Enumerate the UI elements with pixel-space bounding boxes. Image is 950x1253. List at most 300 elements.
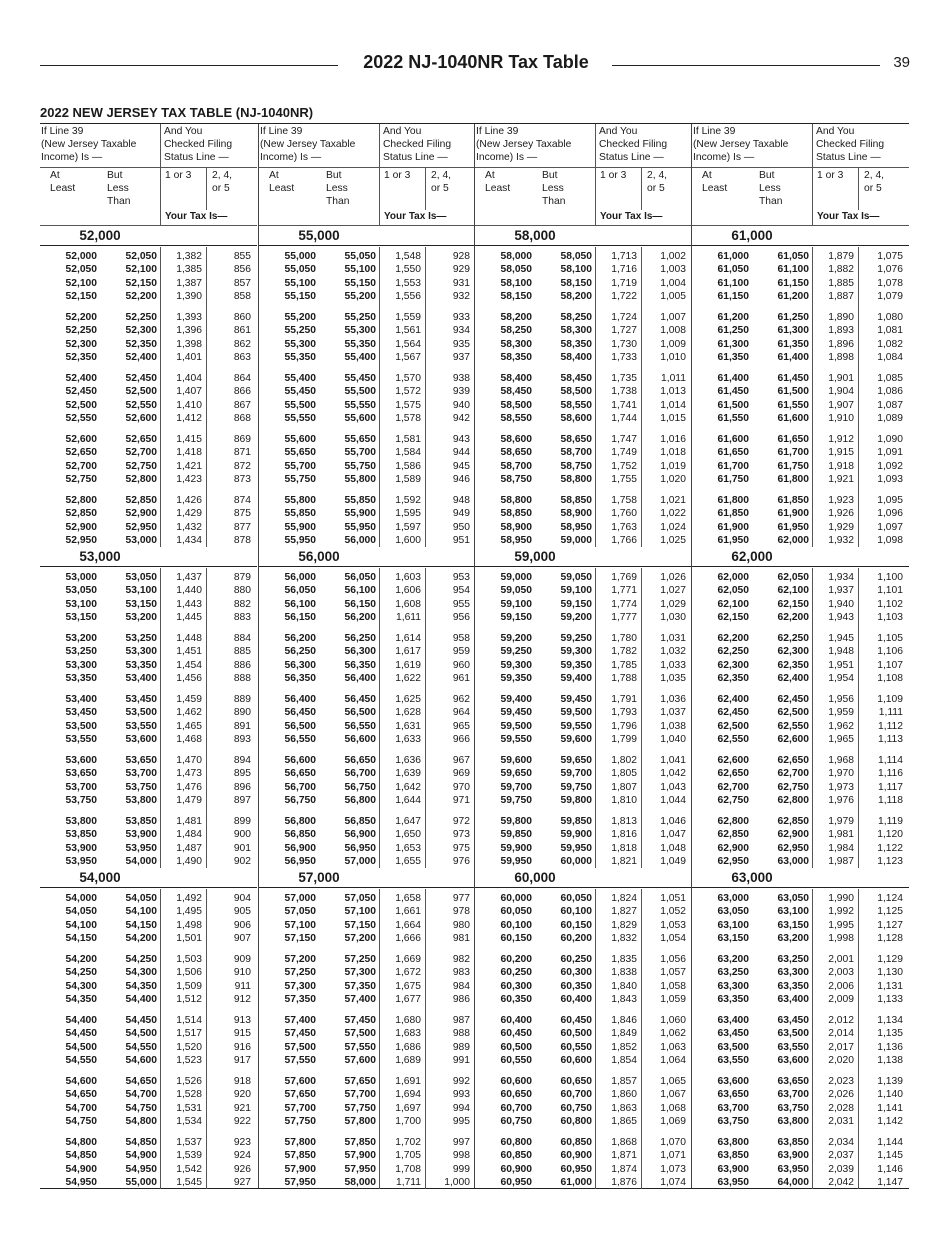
tax-status-1-3: 1,705	[395, 1150, 421, 1162]
table-row	[259, 1102, 476, 1115]
tax-status-1-3: 1,879	[828, 251, 854, 262]
table-row	[259, 351, 476, 364]
tax-status-1-3: 1,727	[611, 325, 637, 337]
at-least-value: 60,850	[500, 1150, 532, 1162]
tax-status-2-4-5: 945	[452, 460, 470, 472]
tax-status-1-3: 1,415	[176, 434, 202, 445]
at-least-value: 62,950	[717, 856, 749, 868]
at-least-value: 53,050	[65, 585, 97, 597]
tax-status-2-4-5: 1,101	[877, 585, 903, 597]
tax-status-2-4-5: 1,064	[660, 1055, 686, 1067]
at-least-value: 55,100	[284, 277, 316, 289]
table-row	[259, 815, 476, 828]
row-group	[40, 1014, 257, 1068]
tax-status-1-3: 1,487	[176, 842, 202, 854]
but-less-than-value: 57,500	[344, 1028, 376, 1040]
at-least-value: 53,500	[65, 720, 97, 732]
but-less-than-value: 52,750	[125, 460, 157, 472]
tax-status-1-3: 1,586	[395, 460, 421, 472]
but-less-than-value: 54,850	[125, 1137, 157, 1148]
table-row	[259, 1041, 476, 1054]
but-less-than-value: 60,600	[560, 1055, 592, 1067]
but-less-than-value: 62,100	[777, 585, 809, 597]
at-least-value: 61,050	[717, 264, 749, 276]
but-less-than-value: 52,100	[125, 264, 157, 276]
row-group	[475, 1136, 692, 1190]
but-less-than-value: 62,250	[777, 633, 809, 644]
at-least-value: 62,450	[717, 707, 749, 719]
but-less-than-value: 56,150	[344, 598, 376, 610]
thousand-rule	[692, 887, 909, 888]
but-less-than-value: 53,700	[125, 768, 157, 780]
tax-status-2-4-5: 862	[233, 338, 251, 350]
tax-status-1-3: 1,694	[395, 1089, 421, 1101]
at-least-value: 55,950	[284, 535, 316, 547]
at-least-value: 60,000	[500, 893, 532, 904]
tax-status-2-4-5: 1,007	[660, 312, 686, 323]
table-row	[40, 1115, 257, 1128]
table-row	[475, 1054, 692, 1067]
tax-status-2-4-5: 856	[233, 264, 251, 276]
tax-status-1-3: 1,827	[611, 906, 637, 918]
tax-status-2-4-5: 1,025	[660, 535, 686, 547]
table-row	[692, 855, 909, 868]
but-less-than-value: 59,850	[560, 816, 592, 827]
row-group	[40, 250, 257, 304]
tax-status-2-4-5: 915	[233, 1028, 251, 1040]
tax-status-1-3: 1,689	[395, 1055, 421, 1067]
tax-status-2-4-5: 1,037	[660, 707, 686, 719]
at-least-value: 61,800	[717, 495, 749, 506]
tax-status-2-4-5: 1,057	[660, 967, 686, 979]
table-row	[475, 754, 692, 767]
table-row	[40, 993, 257, 1006]
table-row	[40, 1054, 257, 1067]
tax-status-1-3: 1,669	[395, 954, 421, 965]
tax-status-2-4-5: 949	[452, 508, 470, 520]
tax-status-1-3: 1,708	[395, 1163, 421, 1175]
status-2-4-5-label: 2, 4, or 5	[431, 170, 452, 194]
table-row	[259, 828, 476, 841]
tax-status-1-3: 1,465	[176, 720, 202, 732]
at-least-value: 61,650	[717, 447, 749, 459]
thousand-rule	[259, 566, 476, 567]
table-row	[40, 351, 257, 364]
at-least-value: 53,000	[65, 572, 97, 583]
tax-status-2-4-5: 872	[233, 460, 251, 472]
tax-status-1-3: 2,037	[828, 1150, 854, 1162]
tax-status-2-4-5: 863	[233, 352, 251, 364]
tax-status-2-4-5: 1,130	[877, 967, 903, 979]
tax-status-2-4-5: 927	[233, 1177, 251, 1189]
table-row	[692, 385, 909, 398]
tax-status-2-4-5: 857	[233, 277, 251, 289]
at-least-value: 55,750	[284, 474, 316, 486]
tax-status-1-3: 1,747	[611, 434, 637, 445]
table-row	[40, 733, 257, 746]
tax-status-1-3: 1,816	[611, 829, 637, 841]
tax-status-1-3: 1,840	[611, 980, 637, 992]
header-divider	[259, 167, 476, 168]
but-less-than-value: 57,650	[344, 1076, 376, 1087]
tax-status-1-3: 1,484	[176, 829, 202, 841]
tax-status-1-3: 1,592	[395, 495, 421, 506]
header-divider	[692, 167, 909, 168]
but-less-than-value: 53,600	[125, 734, 157, 746]
but-less-than-value: 57,450	[344, 1015, 376, 1026]
but-less-than-value: 53,300	[125, 646, 157, 658]
tax-status-2-4-5: 1,098	[877, 535, 903, 547]
tax-status-1-3: 1,932	[828, 535, 854, 547]
at-least-value: 56,800	[284, 816, 316, 827]
tax-status-1-3: 1,570	[395, 373, 421, 384]
tax-status-1-3: 1,520	[176, 1041, 202, 1053]
row-group	[475, 1014, 692, 1068]
but-less-than-value: 61,100	[777, 264, 809, 276]
thousand-heading: 61,000	[731, 228, 773, 243]
but-less-than-value: 52,600	[125, 413, 157, 425]
table-row	[259, 645, 476, 658]
tax-status-1-3: 1,421	[176, 460, 202, 472]
table-row	[259, 659, 476, 672]
tax-status-2-4-5: 1,071	[660, 1150, 686, 1162]
at-least-value: 54,100	[65, 919, 97, 931]
but-less-than-value: 61,000	[560, 1177, 592, 1189]
thousand-block	[40, 868, 257, 1189]
tax-status-2-4-5: 911	[234, 980, 251, 992]
but-less-than-value: 55,150	[344, 277, 376, 289]
thousand-heading: 55,000	[298, 228, 340, 243]
but-less-than-value: 54,600	[125, 1055, 157, 1067]
table-row	[475, 794, 692, 807]
tax-status-1-3: 1,700	[395, 1116, 421, 1128]
row-group	[692, 892, 909, 946]
at-least-value: 56,300	[284, 659, 316, 671]
table-row	[40, 781, 257, 794]
at-least-value: 60,250	[500, 967, 532, 979]
at-least-value: 52,450	[65, 386, 97, 398]
but-less-than-value: 52,300	[125, 325, 157, 337]
at-least-value: 53,150	[65, 612, 97, 624]
tax-status-1-3: 1,887	[828, 291, 854, 303]
row-group	[40, 953, 257, 1007]
table-row	[40, 412, 257, 425]
but-less-than-value: 53,000	[125, 535, 157, 547]
tax-status-1-3: 1,548	[395, 251, 421, 262]
tax-status-1-3: 1,561	[395, 325, 421, 337]
table-row	[40, 720, 257, 733]
tax-status-2-4-5: 907	[233, 933, 251, 945]
but-less-than-value: 56,250	[344, 633, 376, 644]
table-row	[692, 828, 909, 841]
tax-status-1-3: 1,393	[176, 312, 202, 323]
tax-status-1-3: 1,722	[611, 291, 637, 303]
tax-status-1-3: 1,984	[828, 842, 854, 854]
row-group	[40, 892, 257, 946]
table-row	[259, 1027, 476, 1040]
but-less-than-value: 60,350	[560, 980, 592, 992]
but-less-than-value: 58,250	[560, 312, 592, 323]
but-less-than-value: 53,400	[125, 673, 157, 685]
tax-status-1-3: 1,437	[176, 572, 202, 583]
tax-status-2-4-5: 958	[452, 633, 470, 644]
but-less-than-value: 62,800	[777, 795, 809, 807]
tax-status-2-4-5: 1,105	[877, 633, 903, 644]
at-least-value: 63,950	[717, 1177, 749, 1189]
at-least-value: 60,700	[500, 1102, 532, 1114]
table-row	[40, 473, 257, 486]
table-row	[40, 507, 257, 520]
tax-status-1-3: 1,390	[176, 291, 202, 303]
but-less-than-value: 52,500	[125, 386, 157, 398]
table-row	[40, 645, 257, 658]
but-less-than-value: 52,050	[125, 251, 157, 262]
tax-status-2-4-5: 1,118	[877, 795, 903, 807]
tax-status-2-4-5: 1,016	[660, 434, 686, 445]
at-least-value: 59,800	[500, 816, 532, 827]
but-less-than-value: 54,000	[125, 856, 157, 868]
at-least-label: At Least	[485, 170, 511, 194]
tax-status-2-4-5: 1,004	[660, 277, 686, 289]
tax-status-1-3: 1,785	[611, 659, 637, 671]
tax-status-1-3: 1,631	[395, 720, 421, 732]
at-least-value: 58,500	[500, 399, 532, 411]
at-least-value: 59,100	[500, 598, 532, 610]
row-group	[40, 1075, 257, 1129]
at-least-value: 52,700	[65, 460, 97, 472]
table-row	[40, 1027, 257, 1040]
at-least-value: 59,400	[500, 694, 532, 705]
table-row	[475, 1163, 692, 1176]
row-group	[475, 754, 692, 808]
table-row	[475, 385, 692, 398]
table-row	[40, 1163, 257, 1176]
tax-status-2-4-5: 1,108	[877, 673, 903, 685]
table-row	[40, 919, 257, 932]
table-row	[692, 794, 909, 807]
tax-status-2-4-5: 971	[452, 795, 470, 807]
at-least-value: 53,400	[65, 694, 97, 705]
tax-status-1-3: 1,921	[828, 474, 854, 486]
tax-status-2-4-5: 912	[233, 994, 251, 1006]
tax-status-1-3: 1,868	[611, 1137, 637, 1148]
row-group	[40, 693, 257, 747]
tax-status-2-4-5: 934	[452, 325, 470, 337]
but-less-than-value: 56,900	[344, 829, 376, 841]
thousand-block	[40, 547, 257, 868]
table-row	[692, 632, 909, 645]
table-row	[475, 932, 692, 945]
but-less-than-value: 53,250	[125, 633, 157, 644]
table-row	[259, 733, 476, 746]
tax-status-2-4-5: 948	[452, 495, 470, 506]
but-less-than-value: 60,100	[560, 906, 592, 918]
tax-status-2-4-5: 926	[233, 1163, 251, 1175]
tax-status-1-3: 1,523	[176, 1055, 202, 1067]
row-group	[259, 372, 476, 426]
header-rule-right	[612, 65, 880, 66]
tax-status-1-3: 1,763	[611, 521, 637, 533]
table-row	[692, 842, 909, 855]
tax-status-2-4-5: 1,141	[877, 1102, 903, 1114]
at-least-value: 60,200	[500, 954, 532, 965]
but-less-than-value: 55,750	[344, 460, 376, 472]
table-row	[475, 1102, 692, 1115]
at-least-value: 58,250	[500, 325, 532, 337]
tax-status-2-4-5: 885	[233, 646, 251, 658]
but-less-than-value: 55,000	[125, 1177, 157, 1189]
tax-status-1-3: 1,981	[828, 829, 854, 841]
at-least-value: 57,350	[284, 994, 316, 1006]
but-less-than-value: 58,850	[560, 495, 592, 506]
at-least-value: 60,600	[500, 1076, 532, 1087]
at-least-value: 57,200	[284, 954, 316, 965]
at-least-value: 60,750	[500, 1116, 532, 1128]
at-least-value: 56,750	[284, 795, 316, 807]
table-row	[692, 693, 909, 706]
at-least-value: 61,100	[717, 277, 749, 289]
table-row	[692, 1027, 909, 1040]
at-least-value: 58,350	[500, 352, 532, 364]
but-less-than-value: 58,700	[560, 447, 592, 459]
header-rule-left	[40, 65, 338, 66]
row-group	[692, 571, 909, 625]
thousand-rule	[259, 245, 476, 246]
tax-status-2-4-5: 1,067	[660, 1089, 686, 1101]
tax-status-2-4-5: 1,011	[660, 373, 686, 384]
but-less-than-value: 61,950	[777, 521, 809, 533]
but-less-than-value: 63,150	[777, 919, 809, 931]
at-least-value: 54,050	[65, 906, 97, 918]
tax-status-2-4-5: 981	[452, 933, 470, 945]
thousand-block	[259, 226, 476, 547]
table-row	[475, 311, 692, 324]
table-row	[475, 1115, 692, 1128]
tax-status-1-3: 1,810	[611, 795, 637, 807]
row-group	[692, 632, 909, 686]
but-less-than-value: 61,650	[777, 434, 809, 445]
if-line-label: If Line 39 (New Jersey Taxable Income) Is —	[476, 126, 572, 163]
table-row	[40, 1014, 257, 1027]
table-row	[475, 693, 692, 706]
table-column	[691, 124, 908, 1188]
but-less-than-value: 64,000	[777, 1177, 809, 1189]
at-least-value: 55,400	[284, 373, 316, 384]
table-row	[40, 1102, 257, 1115]
at-least-value: 63,900	[717, 1163, 749, 1175]
header-divider	[206, 168, 207, 210]
at-least-value: 57,650	[284, 1089, 316, 1101]
tax-status-2-4-5: 1,076	[877, 264, 903, 276]
table-row	[475, 338, 692, 351]
table-row	[40, 494, 257, 507]
but-less-than-value: 63,450	[777, 1015, 809, 1026]
tax-status-1-3: 1,581	[395, 434, 421, 445]
table-row	[259, 842, 476, 855]
tax-status-1-3: 1,423	[176, 474, 202, 486]
tax-status-2-4-5: 1,060	[660, 1015, 686, 1026]
row-group	[692, 693, 909, 747]
at-least-value: 63,700	[717, 1102, 749, 1114]
at-least-value: 56,350	[284, 673, 316, 685]
table-row	[40, 828, 257, 841]
at-least-value: 58,650	[500, 447, 532, 459]
table-row	[40, 1075, 257, 1088]
tax-status-1-3: 1,735	[611, 373, 637, 384]
but-less-than-value: 56,700	[344, 768, 376, 780]
table-row	[692, 754, 909, 767]
tax-status-2-4-5: 874	[233, 495, 251, 506]
tax-status-2-4-5: 904	[233, 893, 251, 904]
but-less-than-value: 62,900	[777, 829, 809, 841]
at-least-value: 62,750	[717, 795, 749, 807]
tax-status-1-3: 1,945	[828, 633, 854, 644]
table-row	[692, 507, 909, 520]
but-less-than-value: 53,200	[125, 612, 157, 624]
tax-status-1-3: 1,418	[176, 447, 202, 459]
tax-status-2-4-5: 897	[233, 795, 251, 807]
row-group	[692, 1014, 909, 1068]
tax-status-2-4-5: 900	[233, 829, 251, 841]
tax-status-1-3: 2,026	[828, 1089, 854, 1101]
at-least-value: 54,250	[65, 967, 97, 979]
table-row	[40, 794, 257, 807]
at-least-value: 54,650	[65, 1089, 97, 1101]
tax-status-2-4-5: 1,134	[877, 1015, 903, 1026]
tax-status-1-3: 1,617	[395, 646, 421, 658]
table-row	[259, 460, 476, 473]
tax-status-2-4-5: 1,003	[660, 264, 686, 276]
at-least-value: 54,000	[65, 893, 97, 904]
but-less-than-value: 61,550	[777, 399, 809, 411]
but-less-than-value: 54,900	[125, 1150, 157, 1162]
but-less-than-value: 58,650	[560, 434, 592, 445]
but-less-than-value: 52,250	[125, 312, 157, 323]
but-less-than-value: 54,250	[125, 954, 157, 965]
but-less-than-value: 56,200	[344, 612, 376, 624]
at-least-value: 53,600	[65, 755, 97, 766]
table-row	[692, 277, 909, 290]
at-least-value: 56,400	[284, 694, 316, 705]
at-least-value: 62,200	[717, 633, 749, 644]
tax-status-2-4-5: 1,019	[660, 460, 686, 472]
at-least-value: 52,250	[65, 325, 97, 337]
tax-status-2-4-5: 1,047	[660, 829, 686, 841]
but-less-than-value: 57,300	[344, 967, 376, 979]
table-row	[40, 672, 257, 685]
but-less-than-value: 61,500	[777, 386, 809, 398]
but-less-than-value: 60,550	[560, 1041, 592, 1053]
table-row	[40, 460, 257, 473]
at-least-value: 61,200	[717, 312, 749, 323]
tax-status-1-3: 1,937	[828, 585, 854, 597]
table-row	[259, 720, 476, 733]
at-least-value: 57,550	[284, 1055, 316, 1067]
at-least-value: 54,800	[65, 1137, 97, 1148]
table-row	[259, 1176, 476, 1189]
tax-status-1-3: 1,874	[611, 1163, 637, 1175]
row-group	[692, 372, 909, 426]
table-row	[692, 919, 909, 932]
table-row	[259, 399, 476, 412]
table-row	[475, 1014, 692, 1027]
tax-status-1-3: 1,387	[176, 277, 202, 289]
tax-status-1-3: 1,976	[828, 795, 854, 807]
at-least-value: 52,200	[65, 312, 97, 323]
but-less-than-value: 57,200	[344, 933, 376, 945]
but-less-than-value: 61,750	[777, 460, 809, 472]
table-row	[692, 767, 909, 780]
